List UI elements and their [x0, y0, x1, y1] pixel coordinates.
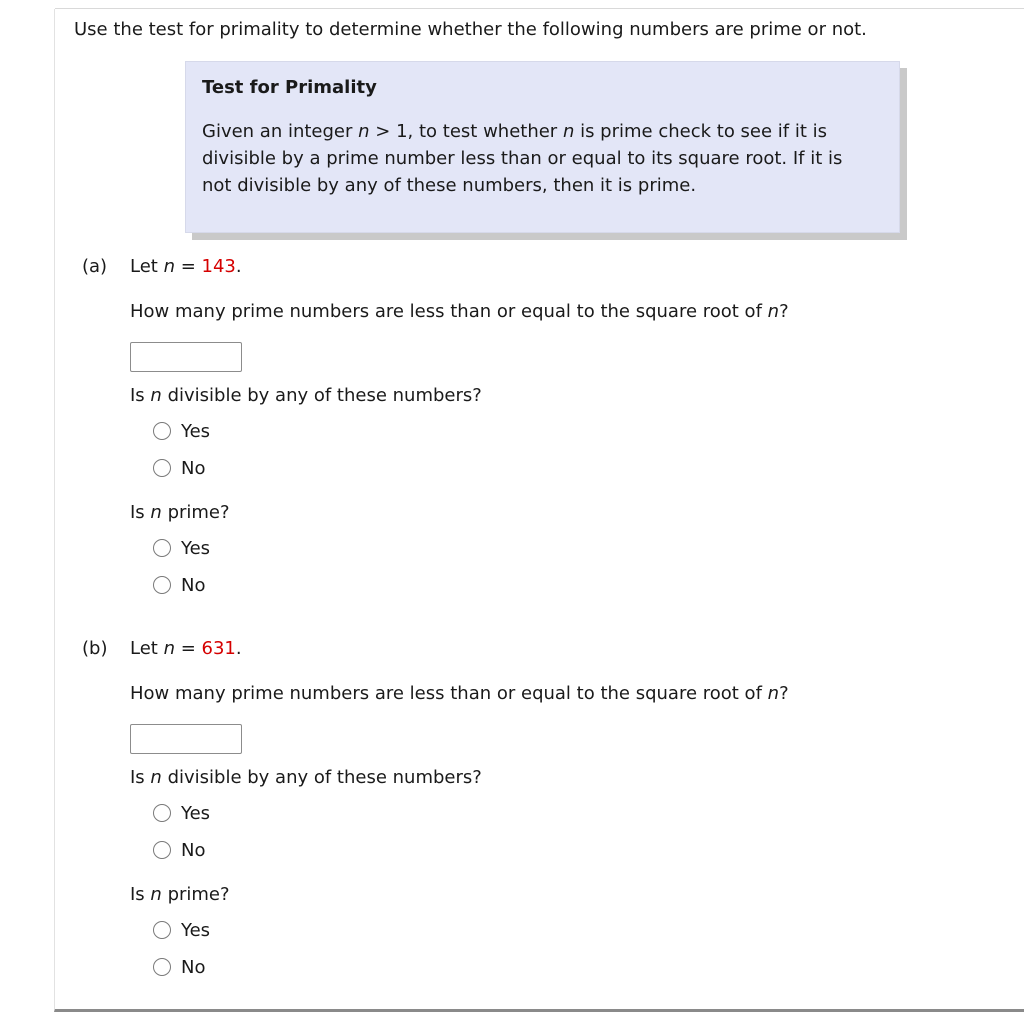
- question-is-prime: Is n prime?: [130, 884, 230, 905]
- radio-button[interactable]: [153, 422, 171, 440]
- part-let-statement: Let n = 631.: [130, 638, 242, 659]
- prime-count-input[interactable]: [130, 342, 242, 372]
- question-divisible: Is n divisible by any of these numbers?: [130, 767, 482, 788]
- question-prime-count: How many prime numbers are less than or equal to the square root of n?: [130, 301, 789, 322]
- divisible-yes-option[interactable]: Yes: [153, 801, 210, 825]
- prime-yes-option[interactable]: Yes: [153, 918, 210, 942]
- part-let-statement: Let n = 143.: [130, 256, 242, 277]
- prime-no-option[interactable]: No: [153, 573, 205, 597]
- radio-button[interactable]: [153, 804, 171, 822]
- n-value: 143: [201, 256, 236, 277]
- theorem-title: Test for Primality: [202, 77, 377, 98]
- theorem-box: [185, 61, 900, 233]
- question-intro: Use the test for primality to determine whether the following numbers are prime or not.: [74, 19, 867, 40]
- question-divisible: Is n divisible by any of these numbers?: [130, 385, 482, 406]
- radio-button[interactable]: [153, 841, 171, 859]
- radio-button[interactable]: [153, 921, 171, 939]
- question-panel: [54, 9, 1024, 1012]
- divisible-yes-option[interactable]: Yes: [153, 419, 210, 443]
- part-label: (b): [82, 638, 108, 659]
- divisible-no-option[interactable]: No: [153, 456, 205, 480]
- prime-count-input[interactable]: [130, 724, 242, 754]
- part-label: (a): [82, 256, 108, 277]
- question-prime-count: How many prime numbers are less than or equal to the square root of n?: [130, 683, 789, 704]
- prime-no-option[interactable]: No: [153, 955, 205, 979]
- prime-yes-option[interactable]: Yes: [153, 536, 210, 560]
- radio-button[interactable]: [153, 459, 171, 477]
- theorem-body: Given an integer n > 1, to test whether n is prime check to see if it is divisible by a prime number less than or equal to its square root. If it is not divisible by any of these numbers, then it is prime.: [202, 121, 843, 196]
- radio-button[interactable]: [153, 576, 171, 594]
- question-is-prime: Is n prime?: [130, 502, 230, 523]
- radio-button[interactable]: [153, 958, 171, 976]
- divisible-no-option[interactable]: No: [153, 838, 205, 862]
- n-value: 631: [201, 638, 236, 659]
- radio-button[interactable]: [153, 539, 171, 557]
